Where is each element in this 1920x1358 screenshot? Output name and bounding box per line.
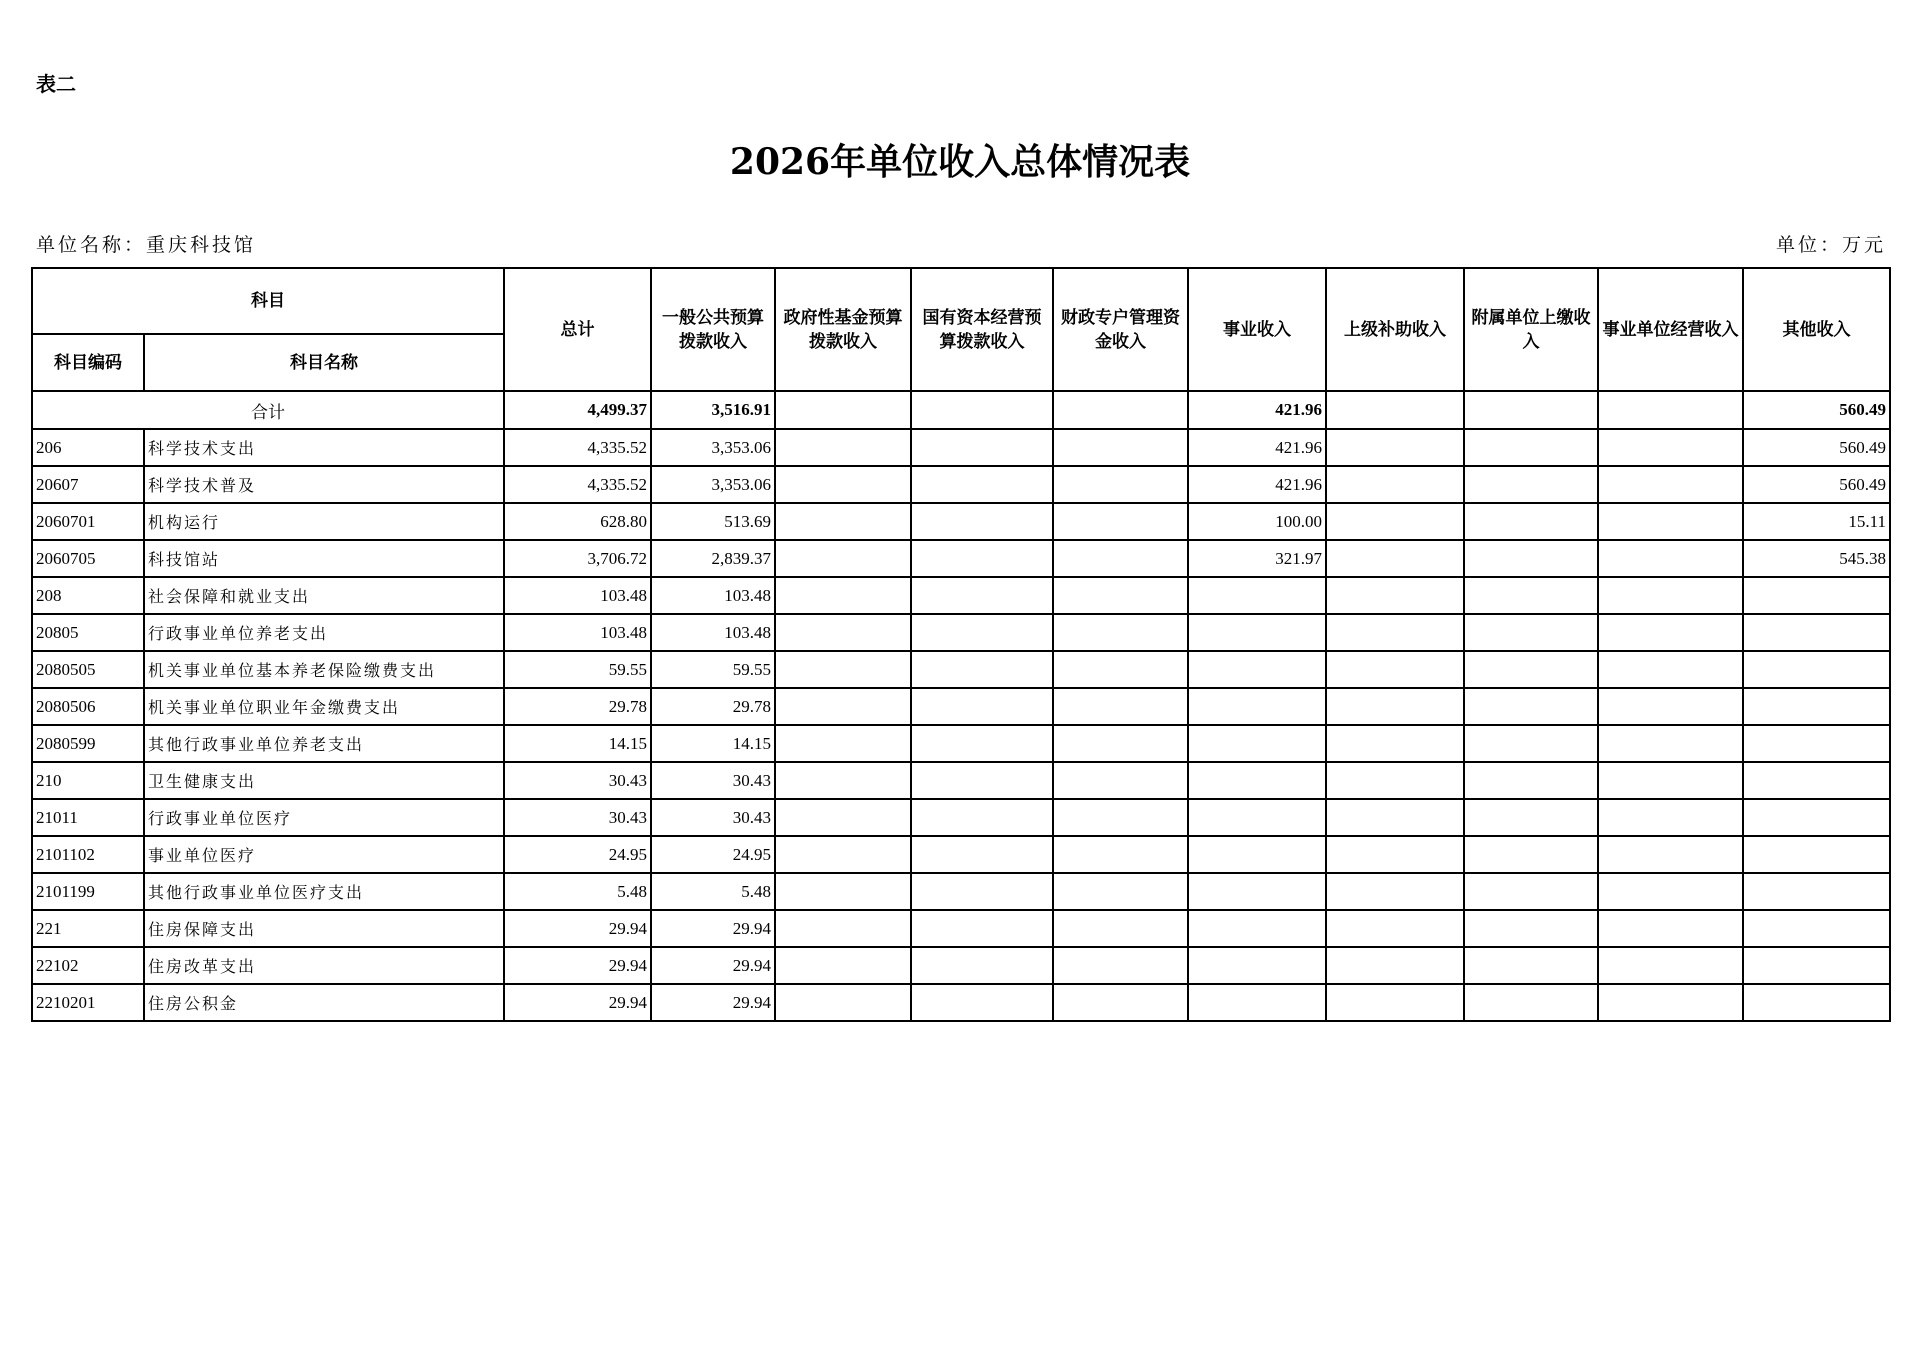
value-cell: 30.43 [504,799,651,836]
value-cell [1743,947,1890,984]
value-cell [1743,651,1890,688]
total-cell [775,391,911,429]
total-cell [1326,391,1464,429]
value-cell: 30.43 [651,762,775,799]
value-cell: 29.78 [504,688,651,725]
value-cell [1464,799,1598,836]
value-cell [775,688,911,725]
value-cell [1598,503,1743,540]
value-cell: 628.80 [504,503,651,540]
table-row [32,688,1890,725]
value-cell: 545.38 [1743,540,1890,577]
subject-name: 社会保障和就业支出 [144,577,504,614]
value-cell [911,984,1053,1021]
value-cell [1743,836,1890,873]
value-cell [775,429,911,466]
value-cell [1188,984,1326,1021]
value-cell: 24.95 [504,836,651,873]
unit-name: 单位名称：重庆科技馆 [36,234,257,256]
value-cell [1188,799,1326,836]
value-cell [1598,651,1743,688]
value-cell [775,725,911,762]
value-cell [1326,762,1464,799]
value-cell: 103.48 [504,577,651,614]
value-cell [1188,577,1326,614]
header-col-8: 事业单位经营收入 [1598,268,1743,391]
value-cell: 3,353.06 [651,466,775,503]
value-cell [1598,762,1743,799]
table-row [32,910,1890,947]
value-cell: 29.94 [651,947,775,984]
total-row [32,391,1890,429]
value-cell: 103.48 [651,577,775,614]
value-cell [1743,725,1890,762]
header-col-6: 上级补助收入 [1326,268,1464,391]
income-table [31,267,1891,1022]
subject-code: 221 [32,910,144,947]
subject-name: 行政事业单位医疗 [144,799,504,836]
value-cell [1188,614,1326,651]
subject-code: 2080599 [32,725,144,762]
subject-code: 2060705 [32,540,144,577]
value-cell [1464,984,1598,1021]
value-cell [911,688,1053,725]
value-cell [1188,762,1326,799]
value-cell [911,577,1053,614]
value-cell [1743,577,1890,614]
value-cell [775,577,911,614]
subject-code: 22102 [32,947,144,984]
value-cell [1598,725,1743,762]
value-cell [1326,503,1464,540]
total-cell [1464,391,1598,429]
header-col-4: 财政专户管理资金收入 [1053,268,1188,391]
subject-name: 机关事业单位基本养老保险缴费支出 [144,651,504,688]
value-cell [1326,540,1464,577]
subject-code: 2080505 [32,651,144,688]
value-cell [775,540,911,577]
header-col-5: 事业收入 [1188,268,1326,391]
value-cell [1326,466,1464,503]
value-cell [1743,873,1890,910]
subject-code: 208 [32,577,144,614]
header-col-0: 总计 [504,268,651,391]
page-title: 2026年单位收入总体情况表 [729,141,1191,183]
header-name: 科目名称 [144,334,504,391]
value-cell [1598,540,1743,577]
subject-name: 事业单位医疗 [144,836,504,873]
subject-name: 卫生健康支出 [144,762,504,799]
value-cell [1053,503,1188,540]
value-cell [1598,984,1743,1021]
subject-name: 机构运行 [144,503,504,540]
value-cell: 14.15 [651,725,775,762]
value-cell [1743,614,1890,651]
value-cell [1188,836,1326,873]
value-cell: 100.00 [1188,503,1326,540]
value-cell: 14.15 [504,725,651,762]
subject-name: 住房改革支出 [144,947,504,984]
value-cell: 30.43 [651,799,775,836]
value-cell: 29.94 [651,984,775,1021]
total-cell [911,391,1053,429]
subject-code: 20805 [32,614,144,651]
value-cell: 3,353.06 [651,429,775,466]
subject-code: 2101199 [32,873,144,910]
value-cell: 4,335.52 [504,466,651,503]
total-label: 合计 [32,391,504,429]
value-cell [1053,466,1188,503]
table-row [32,466,1890,503]
value-cell [1188,873,1326,910]
value-cell [1598,688,1743,725]
header-subject: 科目 [32,268,504,334]
value-cell [1598,466,1743,503]
value-cell [1053,540,1188,577]
value-cell [1464,947,1598,984]
value-cell [1326,873,1464,910]
value-cell [1053,984,1188,1021]
table-row [32,984,1890,1021]
value-cell [1743,910,1890,947]
value-cell: 560.49 [1743,429,1890,466]
total-cell: 4,499.37 [504,391,651,429]
value-cell [1053,799,1188,836]
table-row [32,873,1890,910]
value-cell: 29.94 [504,984,651,1021]
value-cell: 421.96 [1188,429,1326,466]
value-cell [775,503,911,540]
subject-name: 住房公积金 [144,984,504,1021]
table-row [32,799,1890,836]
value-cell: 560.49 [1743,466,1890,503]
value-cell [1464,614,1598,651]
value-cell [775,836,911,873]
value-cell [1743,799,1890,836]
value-cell: 29.78 [651,688,775,725]
value-cell [1326,947,1464,984]
subject-name: 科学技术支出 [144,429,504,466]
value-cell [1598,799,1743,836]
value-cell [1464,540,1598,577]
value-cell: 103.48 [651,614,775,651]
value-cell: 103.48 [504,614,651,651]
value-cell [775,947,911,984]
value-cell: 421.96 [1188,466,1326,503]
subject-code: 20607 [32,466,144,503]
value-cell [911,947,1053,984]
value-cell: 513.69 [651,503,775,540]
subject-code: 206 [32,429,144,466]
value-cell: 24.95 [651,836,775,873]
value-cell: 3,706.72 [504,540,651,577]
value-cell [1743,762,1890,799]
value-cell: 59.55 [504,651,651,688]
value-cell: 30.43 [504,762,651,799]
value-cell [911,466,1053,503]
value-cell [1053,910,1188,947]
value-cell [911,910,1053,947]
value-cell [1464,910,1598,947]
value-cell [1053,688,1188,725]
value-cell: 5.48 [651,873,775,910]
value-cell [1464,503,1598,540]
subject-name: 行政事业单位养老支出 [144,614,504,651]
value-cell [1464,873,1598,910]
value-cell [1326,577,1464,614]
value-cell [1464,688,1598,725]
value-cell [1053,836,1188,873]
value-cell [1188,947,1326,984]
subject-name: 科学技术普及 [144,466,504,503]
value-cell [1598,429,1743,466]
table-row [32,429,1890,466]
value-cell [911,799,1053,836]
table-row [32,651,1890,688]
value-cell [911,503,1053,540]
subject-code: 2060701 [32,503,144,540]
subject-name: 住房保障支出 [144,910,504,947]
value-cell [1326,651,1464,688]
header-col-1: 一般公共预算拨款收入 [651,268,775,391]
value-cell [1188,688,1326,725]
value-cell: 29.94 [651,910,775,947]
value-cell [1188,725,1326,762]
value-cell: 5.48 [504,873,651,910]
value-cell [911,651,1053,688]
currency-unit: 单位：万元 [1775,234,1886,256]
value-cell [1326,910,1464,947]
subject-name: 科技馆站 [144,540,504,577]
value-cell [911,873,1053,910]
value-cell [775,466,911,503]
value-cell [1464,836,1598,873]
value-cell [1598,947,1743,984]
value-cell [1743,688,1890,725]
total-cell: 3,516.91 [651,391,775,429]
table-row [32,947,1890,984]
table-tag: 表二 [36,72,76,96]
value-cell [775,873,911,910]
value-cell [1053,762,1188,799]
value-cell [1326,688,1464,725]
table-row [32,836,1890,873]
value-cell [911,429,1053,466]
header-col-2: 政府性基金预算拨款收入 [775,268,911,391]
value-cell [911,836,1053,873]
value-cell [775,984,911,1021]
value-cell [1598,577,1743,614]
value-cell [775,614,911,651]
value-cell [775,651,911,688]
total-cell [1053,391,1188,429]
value-cell [1188,651,1326,688]
value-cell [1598,873,1743,910]
value-cell: 321.97 [1188,540,1326,577]
value-cell [775,762,911,799]
table-row [32,614,1890,651]
total-cell: 421.96 [1188,391,1326,429]
subject-name: 其他行政事业单位医疗支出 [144,873,504,910]
subject-code: 21011 [32,799,144,836]
table-row [32,725,1890,762]
subject-code: 2210201 [32,984,144,1021]
value-cell [1188,910,1326,947]
value-cell [775,910,911,947]
header-col-7: 附属单位上缴收入 [1464,268,1598,391]
value-cell [1053,947,1188,984]
value-cell [1053,429,1188,466]
value-cell [911,725,1053,762]
subject-name: 其他行政事业单位养老支出 [144,725,504,762]
value-cell [1053,725,1188,762]
value-cell [1326,725,1464,762]
header-col-3: 国有资本经营预算拨款收入 [911,268,1053,391]
value-cell [1053,651,1188,688]
value-cell [1464,466,1598,503]
subject-code: 2080506 [32,688,144,725]
value-cell: 2,839.37 [651,540,775,577]
total-cell [1598,391,1743,429]
table-row [32,762,1890,799]
table-row [32,503,1890,540]
value-cell: 29.94 [504,910,651,947]
value-cell [775,799,911,836]
value-cell [1326,799,1464,836]
value-cell: 15.11 [1743,503,1890,540]
value-cell [1598,910,1743,947]
value-cell [1326,429,1464,466]
value-cell [1743,984,1890,1021]
value-cell: 29.94 [504,947,651,984]
value-cell [1053,873,1188,910]
value-cell [1464,762,1598,799]
table-row [32,540,1890,577]
value-cell [1464,725,1598,762]
value-cell [1053,577,1188,614]
value-cell [1464,577,1598,614]
value-cell [911,614,1053,651]
table-row [32,577,1890,614]
value-cell [1598,836,1743,873]
header-code: 科目编码 [32,334,144,391]
value-cell [1598,614,1743,651]
value-cell [911,762,1053,799]
subject-code: 210 [32,762,144,799]
subject-name: 机关事业单位职业年金缴费支出 [144,688,504,725]
value-cell [1053,614,1188,651]
value-cell [1326,984,1464,1021]
value-cell: 59.55 [651,651,775,688]
value-cell [1464,429,1598,466]
value-cell [1326,836,1464,873]
header-col-9: 其他收入 [1743,268,1890,391]
subject-code: 2101102 [32,836,144,873]
value-cell [1464,651,1598,688]
value-cell [911,540,1053,577]
value-cell: 4,335.52 [504,429,651,466]
total-cell: 560.49 [1743,391,1890,429]
value-cell [1326,614,1464,651]
